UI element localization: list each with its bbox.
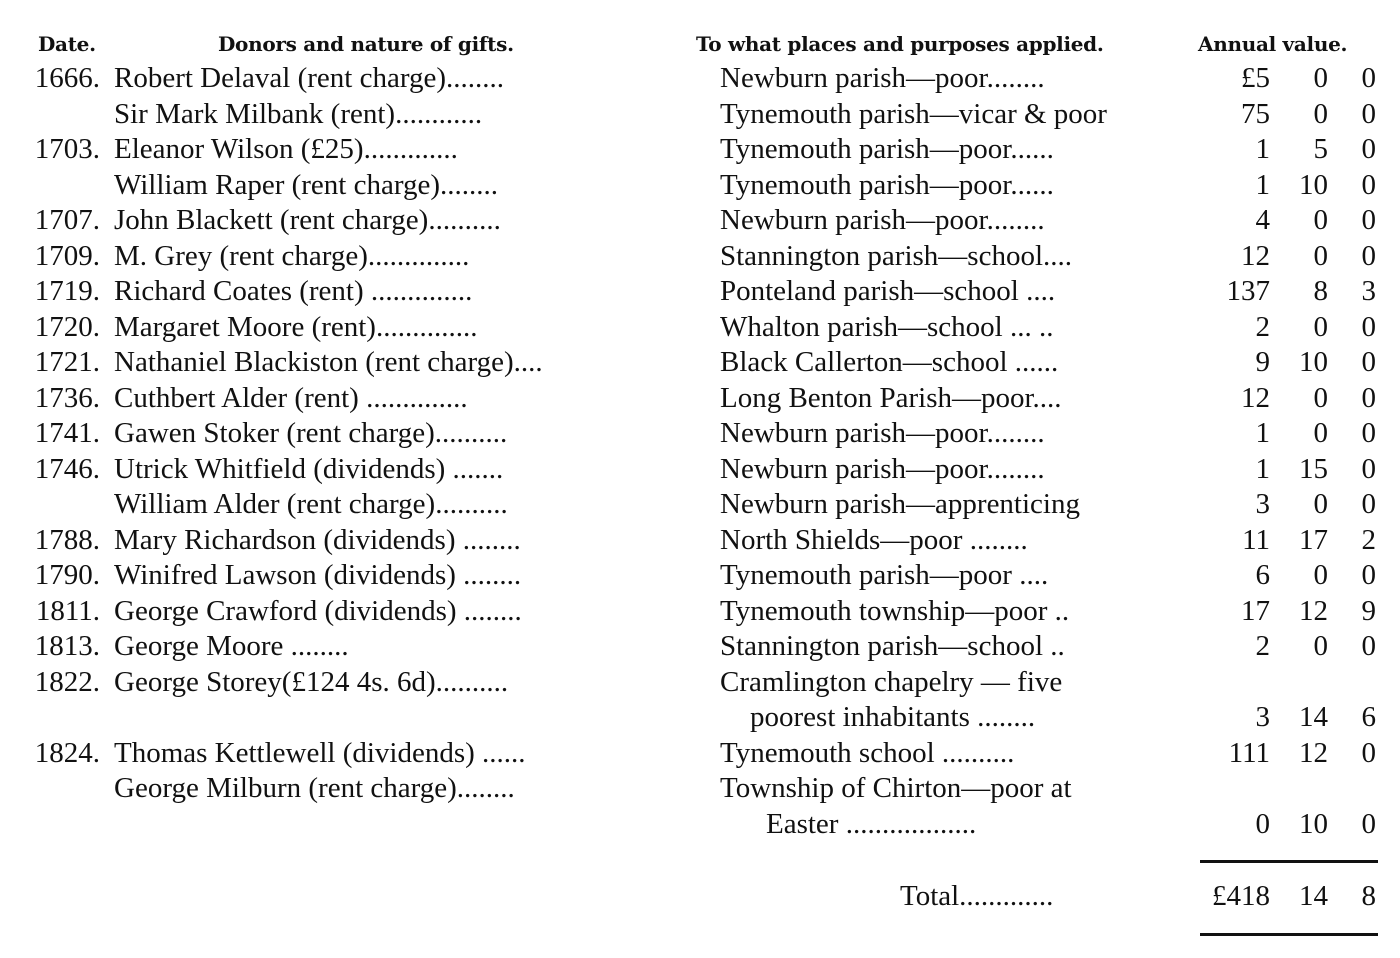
row-pounds: 0: [1255, 807, 1270, 840]
row-place: Newburn parish—apprenticing: [720, 488, 1080, 520]
row-shillings: 0: [1313, 381, 1328, 414]
row-shillings: 0: [1313, 488, 1328, 520]
row-date: 1721.: [34, 346, 100, 378]
table-row: [0, 806, 1400, 842]
row-pence: 0: [1361, 204, 1376, 236]
row-donor: Mary Richardson (dividends) ........: [114, 523, 521, 556]
row-pounds: 1: [1255, 452, 1270, 485]
row-donor: Richard Coates (rent) ..............: [114, 275, 473, 307]
row-pounds: 3: [1255, 701, 1270, 733]
row-donor: Cuthbert Alder (rent) ..............: [114, 381, 468, 414]
row-date: 1703.: [34, 133, 100, 165]
row-place: Whalton parish—school ... ..: [720, 310, 1054, 343]
row-pence: 3: [1361, 275, 1376, 307]
row-date: 1741.: [34, 417, 100, 449]
row-shillings: 17: [1299, 523, 1328, 556]
row-place: Township of Chirton—poor at: [720, 772, 1072, 804]
row-place: Cramlington chapelry — five: [720, 665, 1063, 698]
row-date: 1746.: [34, 452, 100, 485]
row-shillings: 12: [1299, 594, 1328, 627]
row-shillings: 10: [1299, 168, 1328, 201]
row-pence: 0: [1361, 417, 1376, 449]
row-place: Tynemouth school ..........: [720, 736, 1015, 769]
row-shillings: 10: [1299, 807, 1328, 840]
total-row: [0, 878, 1400, 914]
header-places: To what places and purposes applied.: [696, 32, 1104, 56]
row-pence: 0: [1361, 97, 1376, 130]
row-shillings: 12: [1299, 736, 1328, 769]
row-donor: William Raper (rent charge)........: [114, 168, 499, 201]
row-pence: 0: [1361, 452, 1376, 485]
row-pounds: 2: [1255, 630, 1270, 662]
table-row: [0, 699, 1400, 735]
row-pounds: 12: [1241, 239, 1270, 272]
row-pounds: 4: [1255, 204, 1270, 236]
row-shillings: 0: [1313, 97, 1328, 130]
row-pounds: 1: [1255, 133, 1270, 165]
table-row: [0, 664, 1400, 700]
table-row: [0, 770, 1400, 806]
row-pounds: 17: [1241, 594, 1270, 627]
table-row: [0, 131, 1400, 167]
table-row: [0, 344, 1400, 380]
row-pence: 0: [1361, 559, 1376, 591]
row-date: 1822.: [34, 665, 100, 698]
table-row: [0, 735, 1400, 771]
row-place: Stannington parish—school....: [720, 239, 1073, 272]
row-place: Black Callerton—school ......: [720, 346, 1059, 378]
header-date: Date.: [38, 32, 96, 56]
row-shillings: 0: [1313, 239, 1328, 272]
row-date: 1709.: [34, 239, 100, 272]
total-rule-top: [1200, 860, 1378, 863]
row-donor: George Storey(£124 4s. 6d)..........: [114, 665, 509, 698]
row-donor: Margaret Moore (rent)..............: [114, 310, 478, 343]
row-date: 1719.: [34, 275, 100, 307]
row-pence: 0: [1361, 310, 1376, 343]
row-shillings: 0: [1313, 204, 1328, 236]
row-donor: George Milburn (rent charge)........: [114, 772, 515, 804]
row-place: poorest inhabitants ........: [750, 701, 1036, 733]
row-pence: 0: [1361, 381, 1376, 414]
row-date: 1824.: [34, 736, 100, 769]
table-row: [0, 628, 1400, 664]
row-donor: Winifred Lawson (dividends) ........: [114, 559, 522, 591]
row-pounds: 9: [1255, 346, 1270, 378]
row-place: Tynemouth parish—poor......: [720, 168, 1054, 201]
table-row: [0, 380, 1400, 416]
row-pounds: 11: [1242, 523, 1270, 556]
row-place: Tynemouth parish—poor......: [720, 133, 1054, 165]
row-date: 1788.: [34, 523, 100, 556]
row-date: 1790.: [34, 559, 100, 591]
row-place: Stannington parish—school ..: [720, 630, 1065, 662]
table-row: [0, 238, 1400, 274]
row-pounds: 1: [1255, 417, 1270, 449]
row-pence: 0: [1361, 736, 1376, 769]
total-shillings: 14: [1299, 880, 1328, 912]
row-pounds: 75: [1241, 97, 1270, 130]
row-pence: 0: [1361, 62, 1376, 94]
row-donor: Eleanor Wilson (£25).............: [114, 133, 458, 165]
row-pounds: 6: [1255, 559, 1270, 591]
row-shillings: 0: [1313, 417, 1328, 449]
row-pounds: 1: [1255, 168, 1270, 201]
row-place: North Shields—poor ........: [720, 523, 1028, 556]
row-donor: Gawen Stoker (rent charge)..........: [114, 417, 508, 449]
header-annual-value: Annual value.: [1198, 32, 1348, 56]
total-pence: 8: [1361, 880, 1376, 912]
row-place: Newburn parish—poor........: [720, 62, 1045, 94]
row-donor: M. Grey (rent charge)..............: [114, 239, 470, 272]
row-donor: George Moore ........: [114, 630, 349, 662]
row-shillings: 14: [1299, 701, 1328, 733]
row-donor: Robert Delaval (rent charge)........: [114, 62, 504, 94]
row-shillings: 0: [1313, 62, 1328, 94]
table-row: [0, 309, 1400, 345]
row-place: Easter ..................: [766, 807, 977, 840]
row-shillings: 8: [1313, 275, 1328, 307]
row-donor: Utrick Whitfield (dividends) .......: [114, 452, 504, 485]
table-row: [0, 167, 1400, 203]
row-pence: 0: [1361, 239, 1376, 272]
table-row: [0, 96, 1400, 132]
row-place: Ponteland parish—school ....: [720, 275, 1056, 307]
row-shillings: 0: [1313, 310, 1328, 343]
table-row: [0, 202, 1400, 238]
row-place: Newburn parish—poor........: [720, 452, 1045, 485]
row-donor: William Alder (rent charge)..........: [114, 488, 508, 520]
row-place: Tynemouth township—poor ..: [720, 594, 1070, 627]
row-date: 1707.: [34, 204, 100, 236]
row-pence: 0: [1361, 630, 1376, 662]
row-pence: 6: [1361, 701, 1376, 733]
row-date: 1811.: [35, 594, 100, 627]
row-pence: 0: [1361, 346, 1376, 378]
row-shillings: 5: [1313, 133, 1328, 165]
row-donor: John Blackett (rent charge)..........: [114, 204, 501, 236]
row-pence: 0: [1361, 488, 1376, 520]
row-date: 1736.: [34, 381, 100, 414]
table-row: [0, 273, 1400, 309]
row-shillings: 0: [1313, 559, 1328, 591]
row-shillings: 0: [1313, 630, 1328, 662]
row-place: Tynemouth parish—vicar & poor: [720, 97, 1107, 130]
row-place: Newburn parish—poor........: [720, 204, 1045, 236]
row-shillings: 10: [1299, 346, 1328, 378]
row-donor: Sir Mark Milbank (rent)............: [114, 97, 483, 130]
row-date: 1666.: [34, 62, 100, 94]
row-pence: 0: [1361, 133, 1376, 165]
table-row: [0, 522, 1400, 558]
row-place: Newburn parish—poor........: [720, 417, 1045, 449]
table-row: [0, 451, 1400, 487]
row-date: 1813.: [34, 630, 100, 662]
row-pence: 2: [1361, 523, 1376, 556]
table-row: [0, 486, 1400, 522]
row-pence: 0: [1361, 168, 1376, 201]
row-pounds: 12: [1241, 381, 1270, 414]
row-pounds: 111: [1228, 736, 1270, 769]
total-rule-bottom: [1200, 933, 1378, 936]
row-pence: 0: [1361, 807, 1376, 840]
row-pounds: 2: [1255, 310, 1270, 343]
row-place: Tynemouth parish—poor ....: [720, 559, 1049, 591]
row-donor: Thomas Kettlewell (dividends) ......: [114, 736, 526, 769]
row-place: Long Benton Parish—poor....: [720, 381, 1062, 414]
row-pence: 9: [1361, 594, 1376, 627]
table-row: [0, 415, 1400, 451]
row-donor: George Crawford (dividends) ........: [114, 594, 522, 627]
header-donors: Donors and nature of gifts.: [218, 32, 514, 56]
table-row: [0, 593, 1400, 629]
row-donor: Nathaniel Blackiston (rent charge)....: [114, 346, 543, 378]
total-pounds: £418: [1212, 880, 1270, 912]
table-row: [0, 60, 1400, 96]
table-row: [0, 557, 1400, 593]
total-label: Total.............: [900, 880, 1054, 912]
row-pounds: 137: [1226, 275, 1270, 307]
row-pounds: 3: [1255, 488, 1270, 520]
row-shillings: 15: [1299, 452, 1328, 485]
row-pounds: £5: [1241, 62, 1270, 94]
row-date: 1720.: [34, 310, 100, 343]
